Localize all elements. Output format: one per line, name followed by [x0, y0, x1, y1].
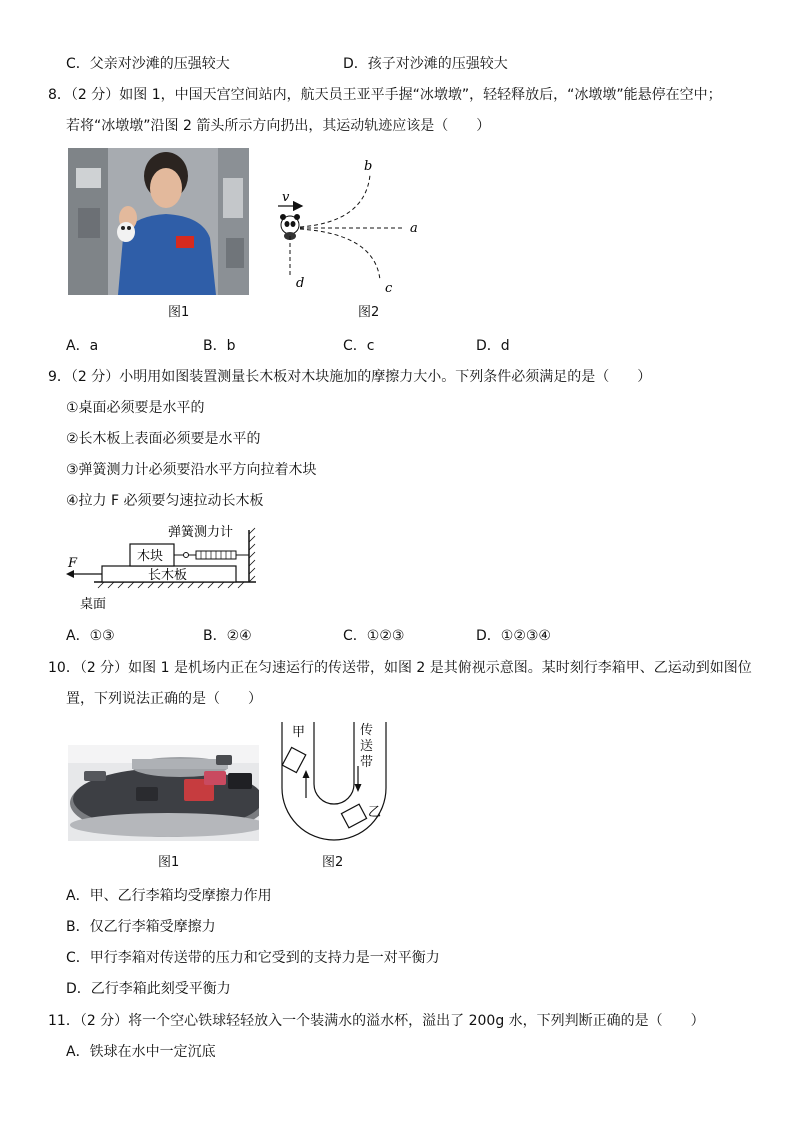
q8-option-a: A．a — [66, 338, 99, 354]
q10-fig2-label-yi: 乙 — [368, 805, 382, 820]
q10-fig2-caption: 图2 — [322, 855, 344, 870]
q8-fig1-astronaut-photo — [68, 148, 249, 295]
q10-fig2-label-belt: 传送带 — [360, 723, 374, 770]
q9-condition-4: ④拉力 F 必须要匀速拉动长木板 — [66, 493, 264, 509]
q10-fig1-carousel-photo — [68, 745, 259, 841]
q8-fig2-caption: 图2 — [358, 305, 380, 320]
q11-option-a: A．铁球在水中一定沉底 — [66, 1044, 216, 1060]
q10-option-c: C．甲行李箱对传送带的压力和它受到的支持力是一对平衡力 — [66, 950, 440, 966]
q9-label-board: 长木板 — [148, 568, 188, 583]
q8-option-b: B．b — [203, 338, 236, 354]
q8-fig2-trajectory-diagram — [270, 150, 430, 300]
q10-option-a: A．甲、乙行李箱均受摩擦力作用 — [66, 888, 272, 904]
q9-label-force: F — [68, 556, 78, 571]
q9-label-block: 木块 — [137, 549, 164, 564]
q8-fig2-label-b: b — [364, 159, 373, 174]
q8-fig2-label-d: d — [296, 276, 305, 291]
q10-option-b: B．仅乙行李箱受摩擦力 — [66, 919, 216, 935]
q8-fig2-label-a: a — [410, 221, 418, 236]
q10-fig1-caption: 图1 — [158, 855, 180, 870]
q9-option-b: B．②④ — [203, 628, 252, 644]
q9-option-d: D．①②③④ — [476, 628, 551, 644]
q7-option-d: D．孩子对沙滩的压强较大 — [343, 56, 508, 72]
q11-stem: 11．（2 分）将一个空心铁球轻轻放入一个装满水的溢水杯，溢出了 200g 水，下列判断正确的是（ ） — [48, 1013, 705, 1029]
q9-friction-apparatus-diagram — [64, 520, 264, 616]
q9-condition-2: ②长木板上表面必须要是水平的 — [66, 431, 261, 447]
q8-stem-line1: 8．（2 分）如图 1，中国天宫空间站内，航天员王亚平手握“冰墩墩”，轻轻释放后，“冰墩墩”能悬停在空中； — [48, 87, 722, 103]
q9-condition-1: ①桌面必须要是水平的 — [66, 400, 205, 416]
q9-label-spring-scale: 弹簧测力计 — [168, 525, 234, 540]
q10-stem-line2: 置，下列说法正确的是（ ） — [66, 691, 262, 707]
q7-option-c: C．父亲对沙滩的压强较大 — [66, 56, 230, 72]
q9-condition-3: ③弹簧测力计必须要沿水平方向拉着木块 — [66, 462, 317, 478]
q8-fig2-label-v: v — [282, 190, 290, 205]
q8-option-c: C．c — [343, 338, 375, 354]
q8-option-d: D．d — [476, 338, 510, 354]
q10-option-d: D．乙行李箱此刻受平衡力 — [66, 981, 231, 997]
q8-stem-line2: 若将“冰墩墩”沿图 2 箭头所示方向扔出，其运动轨迹应该是（ ） — [66, 118, 491, 134]
q10-fig2-label-jia: 甲 — [292, 725, 306, 740]
q9-label-table: 桌面 — [80, 597, 107, 612]
q9-option-c: C．①②③ — [343, 628, 405, 644]
q9-option-a: A．①③ — [66, 628, 115, 644]
q10-stem-line1: 10．（2 分）如图 1 是机场内正在匀速运行的传送带，如图 2 是其俯视示意图。某时刻行李箱甲、乙运动到如图位 — [48, 660, 752, 676]
q8-fig2-label-c: c — [385, 281, 393, 296]
q8-fig1-caption: 图1 — [168, 305, 190, 320]
q9-stem: 9．（2 分）小明用如图装置测量长木板对木块施加的摩擦力大小。下列条件必须满足的是（ ） — [48, 369, 652, 385]
